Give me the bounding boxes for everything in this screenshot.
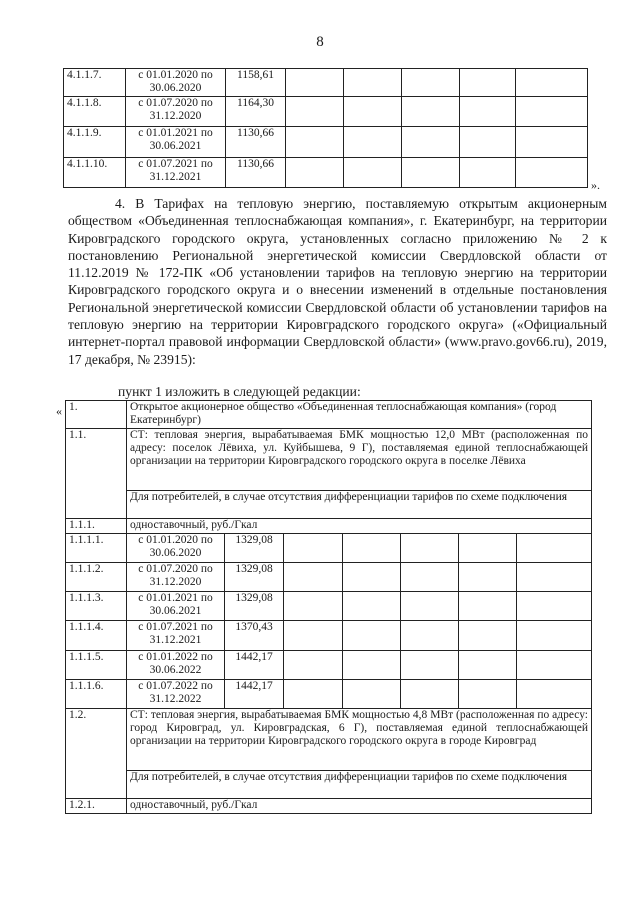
- empty-cell: [517, 592, 592, 621]
- row-number: 4.1.1.8.: [64, 97, 126, 127]
- page-number: 8: [316, 34, 324, 50]
- row-period: с 01.01.2020 по 30.06.2020: [127, 534, 225, 563]
- row-value: 1370,43: [225, 621, 284, 651]
- row-number: 1.1.1.: [66, 519, 127, 534]
- tariff-type: одноставочный, руб./Гкал: [127, 799, 592, 814]
- table-row: [66, 429, 592, 491]
- empty-cell: [284, 621, 343, 651]
- row-value: 1442,17: [225, 680, 284, 709]
- row-value: 1130,66: [226, 158, 286, 188]
- empty-cell: [517, 680, 592, 709]
- empty-cell: [344, 158, 402, 188]
- row-period: с 01.07.2020 по 31.12.2020: [127, 563, 225, 592]
- row-number: 1.2.: [66, 709, 127, 799]
- row-period: с 01.01.2021 по 30.06.2021: [127, 592, 225, 621]
- row-period: с 01.01.2020 по 30.06.2020: [126, 69, 226, 97]
- empty-cell: [459, 651, 517, 680]
- empty-cell: [401, 680, 459, 709]
- empty-cell: [517, 621, 592, 651]
- row-period: с 01.01.2022 по 30.06.2022: [127, 651, 225, 680]
- empty-cell: [284, 651, 343, 680]
- service-description: СТ: тепловая энергия, вырабатываемая БМК мощностью 12,0 МВт (расположенная по адресу: поселок Лёвиха, ул. Куйбышева, 9 Г), поставляемая единой теплоснабжающей организации на территории Кировградского городского округа в поселке Лёвиха: [127, 429, 592, 491]
- empty-cell: [459, 563, 517, 592]
- row-number: 1.1.1.2.: [66, 563, 127, 592]
- row-number: 1.2.1.: [66, 799, 127, 814]
- row-number: 1.1.1.6.: [66, 680, 127, 709]
- table-row: [66, 680, 592, 709]
- row-number: 1.: [66, 401, 127, 429]
- empty-cell: [459, 592, 517, 621]
- empty-cell: [343, 621, 401, 651]
- table-row: [66, 799, 592, 814]
- tariff-table-continuation: [63, 68, 588, 188]
- empty-cell: [284, 592, 343, 621]
- instruction-line: пункт 1 изложить в следующей редакции:: [118, 384, 361, 399]
- row-number: 1.1.1.3.: [66, 592, 127, 621]
- table-row: [66, 709, 592, 771]
- table-row: [64, 127, 588, 158]
- empty-cell: [402, 127, 460, 158]
- row-period: с 01.07.2021 по 31.12.2021: [126, 158, 226, 188]
- table-row: [66, 563, 592, 592]
- opening-quote: «: [56, 404, 62, 418]
- table-row: [66, 491, 592, 519]
- empty-cell: [516, 97, 588, 127]
- table-row: [66, 651, 592, 680]
- empty-cell: [459, 534, 517, 563]
- empty-cell: [343, 651, 401, 680]
- empty-cell: [460, 97, 516, 127]
- amendment-paragraph: [68, 195, 607, 368]
- consumer-note: Для потребителей, в случае отсутствия дифференциации тарифов по схеме подключения: [127, 491, 592, 519]
- service-description: СТ: тепловая энергия, вырабатываемая БМК мощностью 4,8 МВт (расположенная по адресу: город Кировград, ул. Кировградская, 6 Г), поставляемая единой теплоснабжающей организации на территории Кировградского городского округа в городе Кировград: [127, 709, 592, 771]
- empty-cell: [460, 158, 516, 188]
- empty-cell: [286, 127, 344, 158]
- row-number: 4.1.1.7.: [64, 69, 126, 97]
- row-number: 1.1.1.4.: [66, 621, 127, 651]
- paragraph-text: 4. В Тарифах на тепловую энергию, поставляемую открытым акционерным обществом «Объединенная теплоснабжающая компания», г. Екатеринбург, на территории Кировградского городского округа, установленных согласно приложению № 2 к постановлению Региональной энергетической комиссии Свердловской области от 11.12.2019 № 172-ПК «Об установлении тарифов на тепловую энергию на территории Кировградского городского округа и о внесении изменений в отдельные постановления Региональной энергетической комиссии Свердловской области об установлении тарифов на тепловую энергию на территории Кировградского городского округа» («Официальный интернет-портал правовой информации Свердловской области» (www.pravo.gov66.ru), 2019, 17 декабря, № 23915):: [68, 196, 607, 367]
- empty-cell: [343, 563, 401, 592]
- row-value: 1164,30: [226, 97, 286, 127]
- tariff-type: одноставочный, руб./Гкал: [127, 519, 592, 534]
- row-value: 1442,17: [225, 651, 284, 680]
- empty-cell: [284, 563, 343, 592]
- row-number: 1.1.1.5.: [66, 651, 127, 680]
- row-value: 1329,08: [225, 534, 284, 563]
- row-number: 1.1.: [66, 429, 127, 519]
- table-row: [64, 97, 588, 127]
- empty-cell: [286, 158, 344, 188]
- empty-cell: [459, 680, 517, 709]
- row-number: 4.1.1.9.: [64, 127, 126, 158]
- row-period: с 01.01.2021 по 30.06.2021: [126, 127, 226, 158]
- table-row: [64, 158, 588, 188]
- table-row: [66, 519, 592, 534]
- table-row: [66, 401, 592, 429]
- closing-quote: ».: [591, 178, 600, 192]
- empty-cell: [284, 680, 343, 709]
- row-value: 1329,08: [225, 592, 284, 621]
- empty-cell: [401, 621, 459, 651]
- consumer-note: Для потребителей, в случае отсутствия дифференциации тарифов по схеме подключения: [127, 771, 592, 799]
- row-period: с 01.07.2021 по 31.12.2021: [127, 621, 225, 651]
- empty-cell: [517, 563, 592, 592]
- row-value: 1329,08: [225, 563, 284, 592]
- table-row: [66, 592, 592, 621]
- table-row: [66, 621, 592, 651]
- empty-cell: [344, 97, 402, 127]
- empty-cell: [401, 534, 459, 563]
- row-period: с 01.07.2020 по 31.12.2020: [126, 97, 226, 127]
- empty-cell: [460, 127, 516, 158]
- empty-cell: [286, 69, 344, 97]
- empty-cell: [517, 651, 592, 680]
- empty-cell: [460, 69, 516, 97]
- empty-cell: [401, 651, 459, 680]
- row-number: 1.1.1.1.: [66, 534, 127, 563]
- empty-cell: [517, 534, 592, 563]
- table-row: [66, 534, 592, 563]
- empty-cell: [401, 592, 459, 621]
- empty-cell: [343, 592, 401, 621]
- empty-cell: [516, 127, 588, 158]
- empty-cell: [516, 69, 588, 97]
- empty-cell: [286, 97, 344, 127]
- empty-cell: [344, 69, 402, 97]
- empty-cell: [516, 158, 588, 188]
- row-number: 4.1.1.10.: [64, 158, 126, 188]
- table-row: [64, 69, 588, 97]
- table-row: [66, 771, 592, 799]
- empty-cell: [284, 534, 343, 563]
- empty-cell: [343, 680, 401, 709]
- organization-name: Открытое акционерное общество «Объединенная теплоснабжающая компания» (город Екатеринбург): [127, 401, 592, 429]
- empty-cell: [402, 97, 460, 127]
- row-period: с 01.07.2022 по 31.12.2022: [127, 680, 225, 709]
- row-value: 1158,61: [226, 69, 286, 97]
- empty-cell: [344, 127, 402, 158]
- tariff-table-new: [65, 400, 592, 814]
- empty-cell: [402, 69, 460, 97]
- empty-cell: [402, 158, 460, 188]
- empty-cell: [459, 621, 517, 651]
- empty-cell: [401, 563, 459, 592]
- empty-cell: [343, 534, 401, 563]
- row-value: 1130,66: [226, 127, 286, 158]
